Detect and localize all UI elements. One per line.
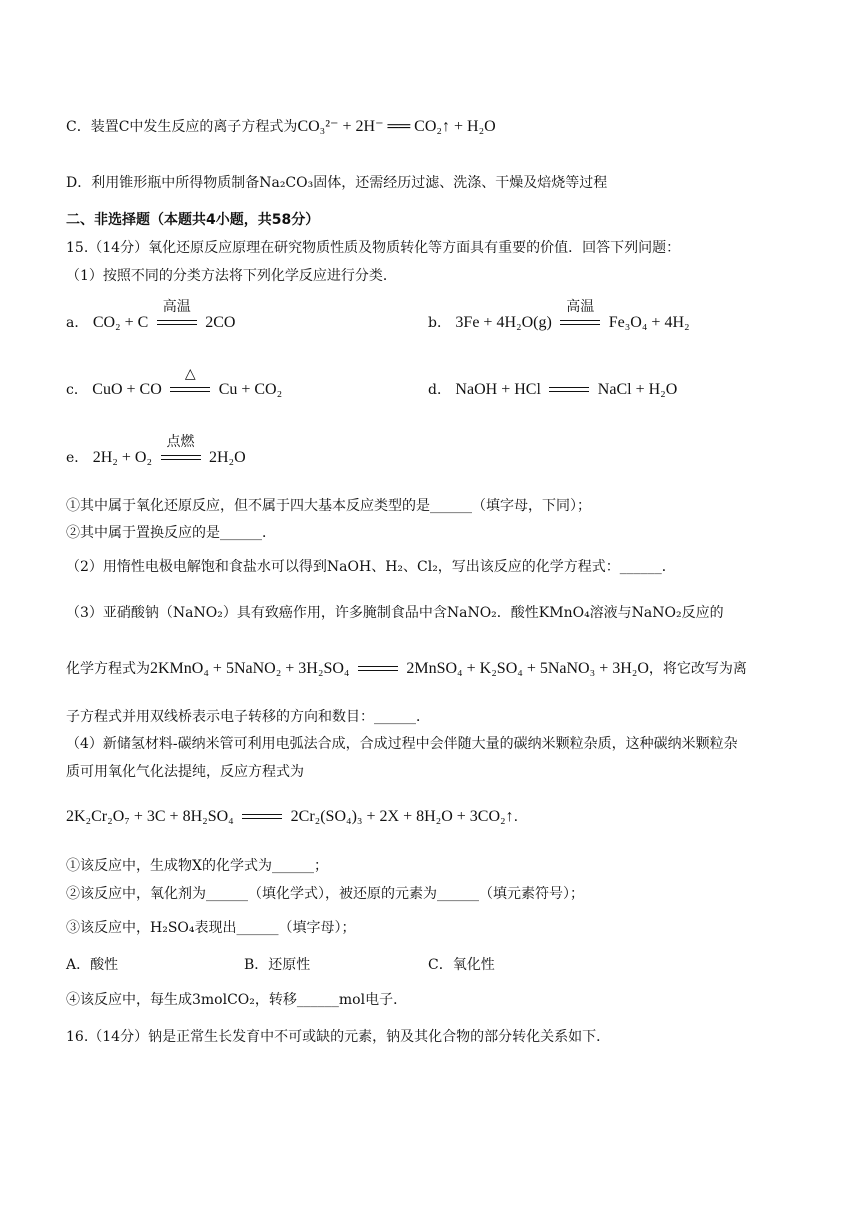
choice-a: A．酸性: [66, 957, 119, 973]
q15-4-sub1: ①该反应中，生成物X的化学式为______；: [66, 858, 328, 874]
q15-part3-line3: 子方程式并用双线桥表示电子转移的方向和数目：______．: [66, 709, 430, 725]
choice-c: C．氧化性: [428, 957, 495, 973]
q15-part2: （2）用惰性电极电解饱和食盐水可以得到NaOH、H₂、Cl₂，写出该反应的化学方程式：______．: [66, 559, 676, 575]
equals-arrow: 高温: [155, 313, 199, 333]
q15-1-sub1: ①其中属于氧化还原反应，但不属于四大基本反应类型的是______（填字母，下同）；: [66, 498, 591, 514]
choice-b: B．还原性: [244, 957, 311, 973]
section-2-heading: 二、非选择题（本题共4小题，共58分）: [66, 212, 320, 228]
q16-intro: 16.（14分）钠是正常生长发育中不可或缺的元素，钠及其化合物的部分转化关系如下．: [66, 1029, 611, 1045]
option-c: [66, 117, 496, 137]
option-c-equation: CO₃²⁻ + 2H⁻ ══ CO₂↑ + H₂O: [297, 118, 496, 135]
option-c-text: C．装置C中发生反应的离子方程式为: [66, 119, 298, 135]
q15-part4-line1: （4）新储氢材料-碳纳米管可利用电弧法合成，合成过程中会伴随大量的碳纳米颗粒杂质，这种碳纳米颗粒杂: [66, 736, 738, 752]
q15-4-sub3: ③该反应中，H₂SO₄表现出______（填字母）；: [66, 920, 356, 936]
q15-4-sub2: ②该反应中，氧化剂为______（填化学式），被还原的元素为______（填元素符号）；: [66, 886, 584, 902]
equals-arrow: 点燃: [159, 448, 203, 468]
q15-part3-line2: 化学方程式为2KMnO₄ + 5NaNO₂ + 3H₂SO₄ 2MnSO₄ + K₂SO₄ + 5NaNO₃ + 3H₂O，将它改写为离: [66, 660, 747, 677]
q15-part3-line1: （3）亚硝酸钠（NaNO₂）具有致癌作用，许多腌制食品中含NaNO₂．酸性KMnO₄溶液与NaNO₂反应的: [66, 605, 724, 621]
reaction-e: e． 2H₂ + O₂ 点燃 2H₂O: [66, 434, 246, 466]
reaction-c: c． CuO + CO △ Cu + CO₂: [66, 366, 283, 398]
equals-arrow: [356, 659, 400, 679]
q15-1-sub2: ②其中属于置换反应的是______．: [66, 525, 276, 541]
equals-arrow: [547, 380, 591, 400]
reaction-d: d． NaOH + HCl NaCl + H₂O: [428, 381, 678, 398]
equals-arrow: △: [168, 380, 212, 400]
reaction-a: a． CO₂ + C 高温 2CO: [66, 299, 236, 331]
q15-4-sub4: ④该反应中，每生成3molCO₂，转移______mol电子．: [66, 992, 408, 1008]
q15-part4-line2: 质可用氧化气化法提纯，反应方程式为: [66, 764, 304, 780]
q15-part1: （1）按照不同的分类方法将下列化学反应进行分类．: [66, 268, 397, 284]
equals-arrow: 高温: [558, 313, 602, 333]
reaction-b: b． 3Fe + 4H₂O(g) 高温 Fe₃O₄ + 4H₂: [428, 299, 690, 331]
q15-part4-equation: 2K₂Cr₂O₇ + 3C + 8H₂SO₄ 2Cr₂(SO₄)₃ + 2X + 8H₂O + 3CO₂↑.: [66, 808, 519, 825]
option-d: D．利用锥形瓶中所得物质制备Na₂CO₃固体，还需经历过滤、洗涤、干燥及焙烧等过程: [66, 175, 608, 191]
equals-arrow: [240, 807, 284, 827]
q15-intro: 15.（14分）氧化还原反应原理在研究物质性质及物质转化等方面具有重要的价值．回答下列问题：: [66, 240, 681, 256]
